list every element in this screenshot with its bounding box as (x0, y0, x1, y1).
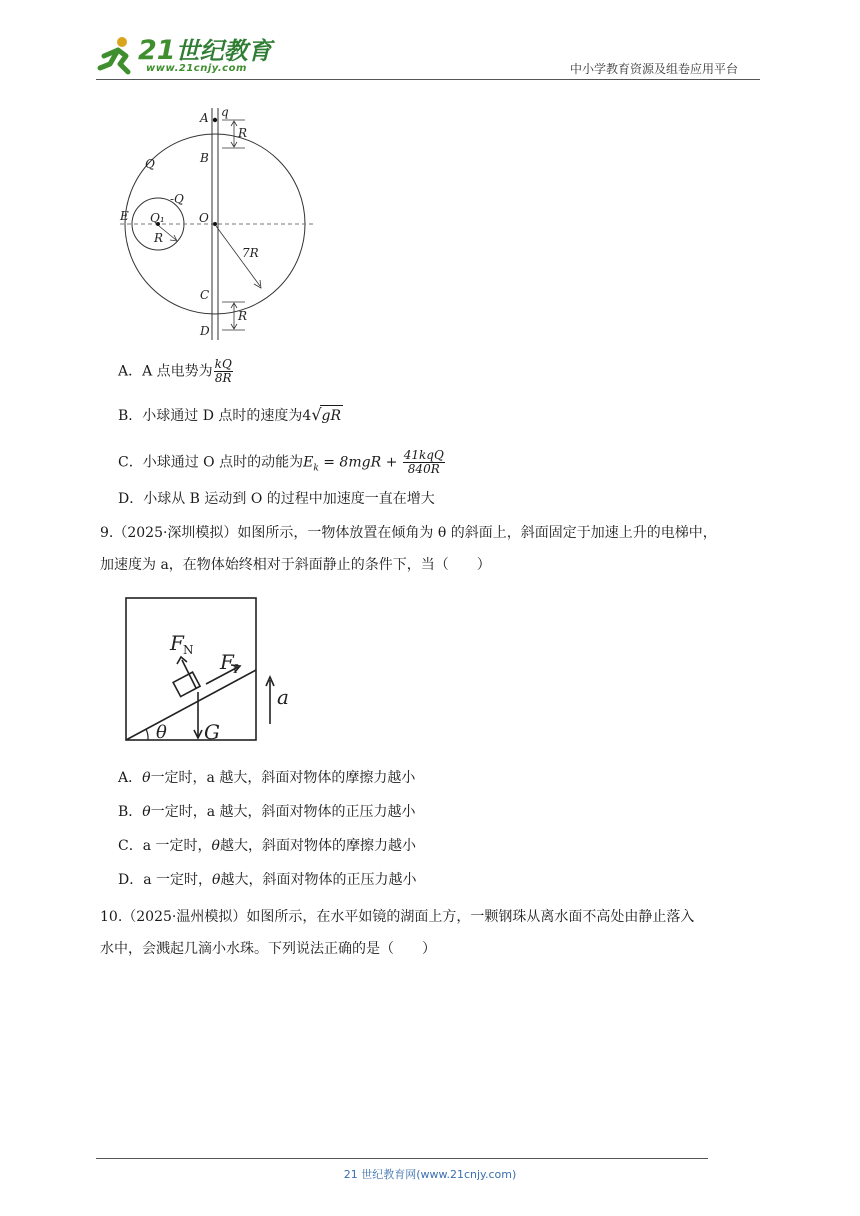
q9-stem-line1: 9.（2025·深圳模拟）如图所示，一物体放置在倾角为 θ 的斜面上，斜面固定于加速上升的电梯中， (100, 525, 717, 541)
label-r-top: R (238, 126, 248, 140)
q8-option-c: C．小球通过 O 点时的动能为$E_k = 8mgR$ + $\frac{\text{41kqQ}}{840R}$ (118, 448, 444, 476)
q9-option-d: D．a 一定时，θ越大，斜面对物体的正压力越小 (118, 872, 417, 888)
q8-option-a: A．A 点电势为 $\frac{kQ}{8R}$ (118, 357, 232, 385)
q10-stem-line2: 水中，会溅起几滴小水珠。下列说法正确的是（ ） (100, 941, 436, 957)
q9-option-b: B．θ一定时，a 越大，斜面对物体的正压力越小 (118, 804, 416, 820)
q10-stem-line1: 10.（2025·温州模拟）如图所示，在水平如镜的湖面上方，一颗钢珠从离水面不高处由静止落入 (100, 909, 695, 925)
label-c: C (200, 288, 210, 302)
label-q1: Q₁ (150, 211, 165, 225)
label-r-bottom: R (238, 309, 248, 323)
label-g: G (204, 720, 220, 744)
label-d: D (200, 324, 210, 338)
figure-elevator-incline (120, 594, 300, 744)
logo-number: 21 (138, 35, 176, 66)
label-ff-sub: f (233, 662, 238, 676)
label-a: A (200, 111, 209, 125)
label-b: B (200, 151, 209, 165)
label-o: O (199, 211, 209, 225)
footer-divider (96, 1158, 708, 1159)
label-7r: 7R (242, 246, 259, 260)
label-r-small: R (154, 231, 164, 245)
label-theta: θ (156, 722, 167, 743)
logo-name: 世纪教育 (175, 37, 272, 65)
label-a: a (277, 685, 289, 709)
label-neg-q: -Q (170, 192, 184, 206)
header-divider (96, 79, 760, 80)
label-fn: F (170, 631, 184, 655)
point-o-dot (213, 222, 217, 226)
point-a-dot (213, 118, 217, 122)
q8-option-d: D．小球从 B 运动到 O 的过程中加速度一直在增大 (118, 491, 435, 507)
q8-option-b: B．小球通过 D 点时的速度为4√gR (118, 405, 342, 424)
q9-option-a: A．θ一定时，a 越大，斜面对物体的摩擦力越小 (118, 770, 416, 786)
label-ff: F (220, 650, 234, 674)
label-q: q (221, 105, 229, 119)
footer-link[interactable]: 21 世纪教育网(www.21cnjy.com) (343, 1168, 517, 1181)
label-e: E (120, 209, 129, 223)
block (173, 672, 200, 696)
logo-url: www.21cnjy.com (146, 63, 247, 74)
figure-circle-rod (110, 100, 330, 345)
label-fn-sub: N (183, 643, 194, 657)
runner-logo-icon (96, 34, 136, 76)
label-q-charge: Q (145, 157, 155, 171)
platform-name: 中小学教育资源及组卷应用平台 (570, 62, 739, 76)
q9-option-c: C．a 一定时，θ越大，斜面对物体的摩擦力越小 (118, 838, 416, 854)
q9-stem-line2: 加速度为 a，在物体始终相对于斜面静止的条件下，当（ ） (100, 557, 491, 573)
